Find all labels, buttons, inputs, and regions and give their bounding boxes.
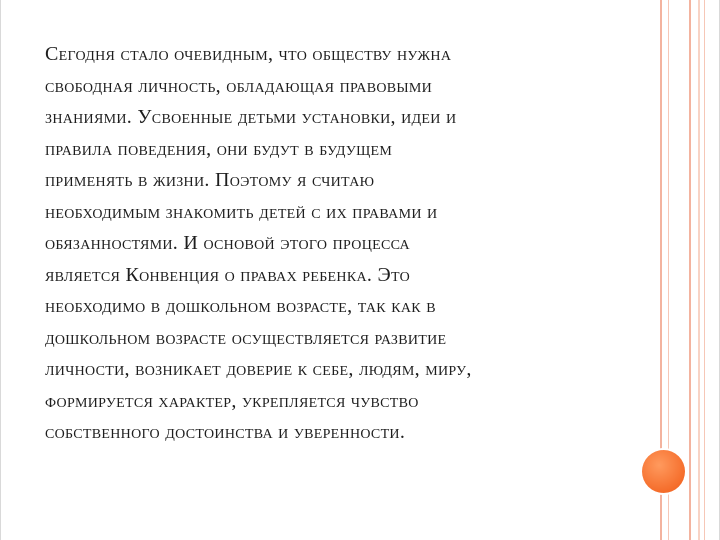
slide-body-text: Сегодня стало очевидным, что обществу нужна свободная личность, обладающая правовыми знаниями. Усвоенные детьми установки, идеи и правила поведения, они будут в будущем применять в жизни. Поэтому я считаю необходимым знакомить детей с их правами и обязанностями. И основой этого процесса является Конвенция о правах ребенка. Это необходимо в дошкольном возрасте, так как в дошкольном возрасте осуществляется развитие личности, возникает доверие к себе, людям, миру, формируется характер, укрепляется чувство собственного достоинства и уверенности. (45, 43, 472, 443)
decorative-stripe (704, 0, 705, 540)
decorative-stripe (698, 0, 700, 540)
decorative-stripe (689, 0, 691, 540)
orange-circle-icon (642, 450, 685, 493)
